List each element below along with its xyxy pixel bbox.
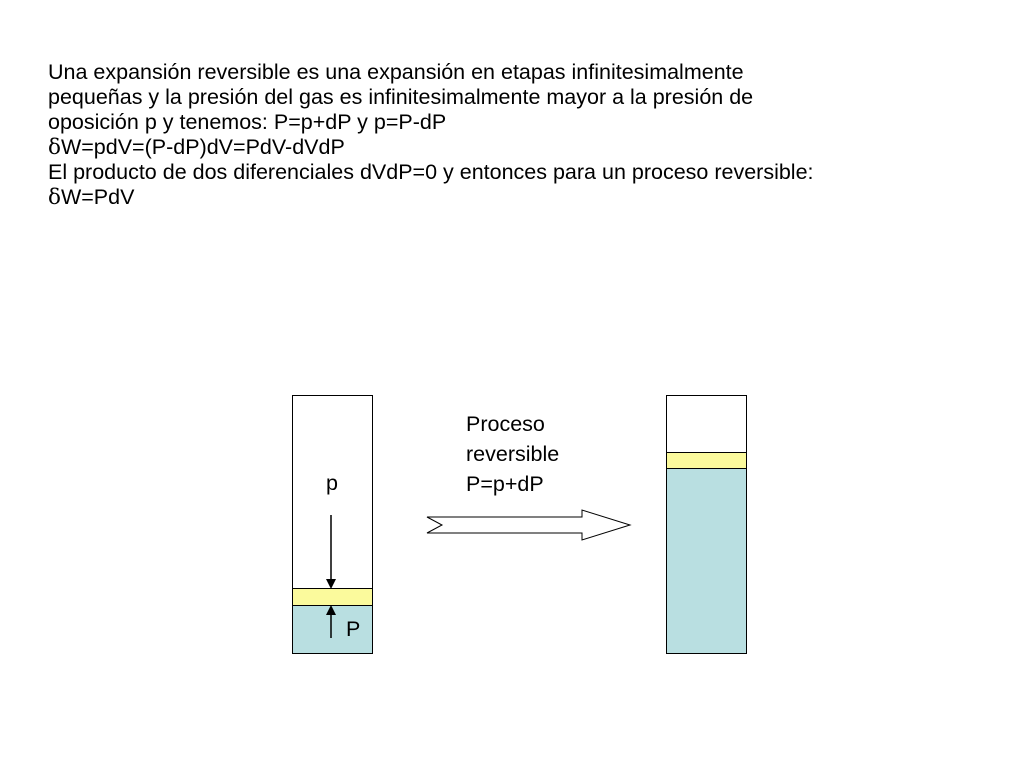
left-piston: [293, 589, 373, 606]
process-label-line-2: reversible: [466, 442, 560, 466]
delta-symbol: δ: [48, 185, 61, 210]
paragraph-line-3: oposición p y tenemos: P=p+dP y p=P-dP: [48, 110, 447, 134]
paragraph-line-2: pequeñas y la presión del gas es infinitesimalmente mayor a la presión de: [48, 85, 754, 109]
work-formula-text: W=pdV=(P-dP)dV=PdV-dVdP: [60, 135, 345, 159]
right-gas-region: [667, 469, 747, 654]
process-label-line-3: P=p+dP: [466, 472, 544, 496]
reversible-work-text: W=PdV: [60, 185, 135, 209]
left-cylinder: [293, 396, 373, 654]
paragraph-line-1: Una expansión reversible es una expansión en etapas infinitesimalmente: [48, 60, 744, 84]
external-pressure-label: p: [326, 471, 338, 495]
delta-symbol: δ: [48, 135, 61, 160]
right-piston: [667, 453, 747, 469]
conclusion-line: El producto de dos diferenciales dVdP=0 y entonces para un proceso reversible:: [48, 160, 814, 184]
process-label-line-1: Proceso: [466, 412, 545, 436]
right-cylinder: [667, 396, 747, 654]
process-arrow-icon: [427, 510, 630, 540]
gas-pressure-label: P: [346, 617, 361, 641]
